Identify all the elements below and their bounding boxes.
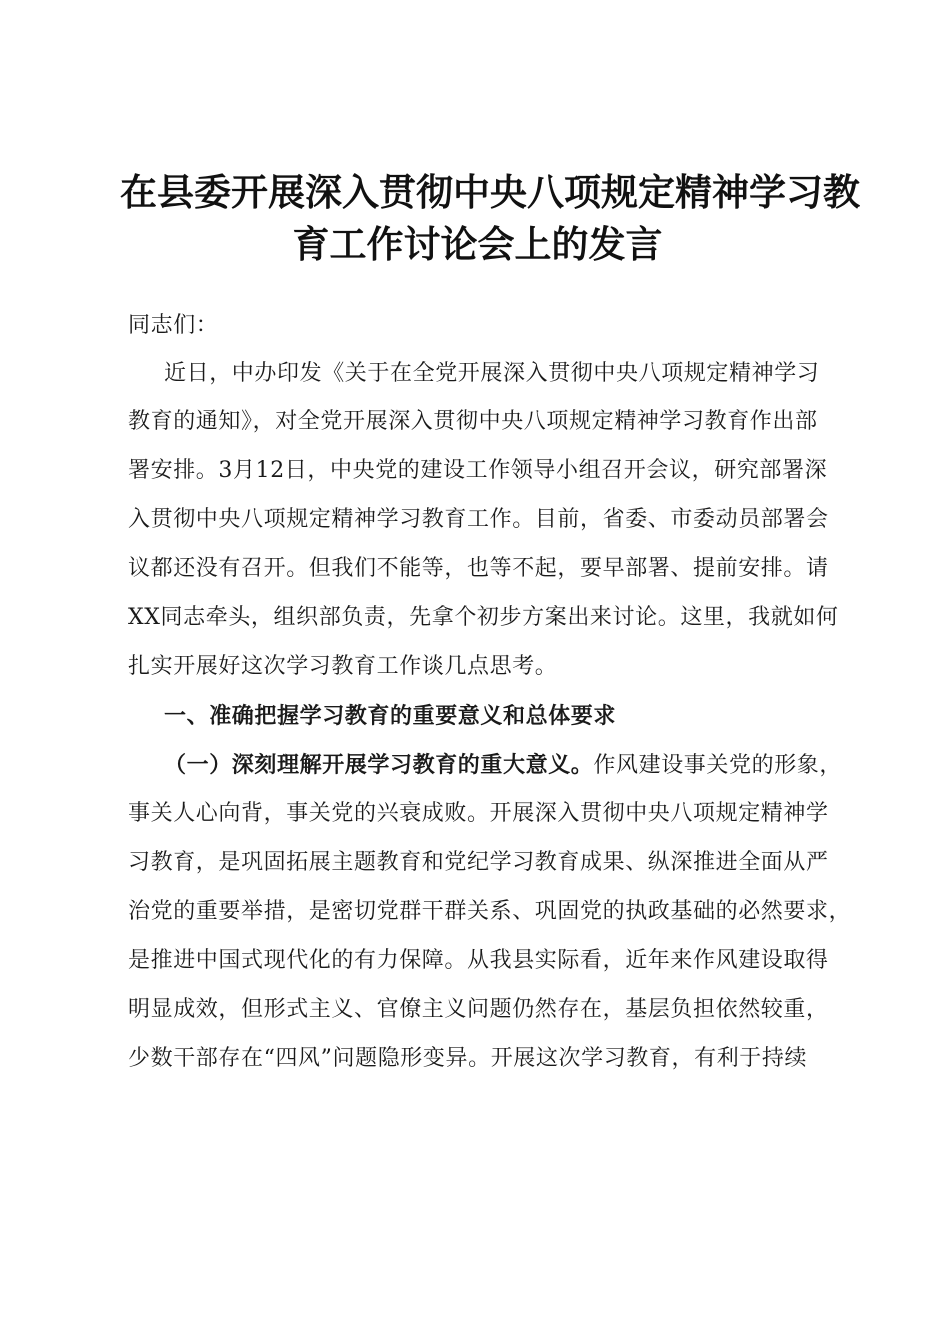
subsection-1-line-6: 明显成效，但形式主义、官僚主义问题仍然存在，基层负担依然较重， <box>128 997 829 1022</box>
subsection-1-line-1 <box>164 750 884 781</box>
title-line-1: 在县委开展深入贯彻中央八项规定精神学习教 <box>120 170 860 214</box>
paragraph-1-line-5: 议都还没有召开。但我们不能等，也等不起，要早部署、提前安排。请 <box>128 556 829 581</box>
paragraph-1-line-6: XX同志牵头，组织部负责，先拿个初步方案出来讨论。这里，我就如何 <box>128 605 839 630</box>
title-line-2: 育工作讨论会上的发言 <box>292 222 663 266</box>
section-1-heading: 一、准确把握学习教育的重要意义和总体要求 <box>164 703 617 729</box>
paragraph-1-line-1: 近日，中办印发《关于在全党开展深入贯彻中央八项规定精神学习 <box>164 361 820 386</box>
subsection-1-line-7: 少数干部存在“四风”问题隐形变异。开展这次学习教育，有利于持续 <box>128 1046 808 1071</box>
subsection-1-heading: （一）深刻理解开展学习教育的重大意义。 <box>164 752 594 778</box>
paragraph-1-line-2: 教育的通知》，对全党开展深入贯彻中央八项规定精神学习教育作出部 <box>128 409 818 434</box>
subsection-1-line-3: 习教育，是巩固拓展主题教育和党纪学习教育成果、纵深推进全面从严 <box>128 850 829 875</box>
paragraph-1-line-7: 扎实开展好这次学习教育工作谈几点思考。 <box>128 654 558 679</box>
document-title <box>120 166 860 270</box>
subsection-1-line-2: 事关人心向背，事关党的兴衰成败。开展深入贯彻中央八项规定精神学 <box>128 801 829 826</box>
subsection-1-line-5: 是推进中国式现代化的有力保障。从我县实际看，近年来作风建设取得 <box>128 948 829 973</box>
salutation: 同志们： <box>128 313 219 338</box>
subsection-1-line-4: 治党的重要举措，是密切党群干群关系、巩固党的执政基础的必然要求， <box>128 899 852 924</box>
paragraph-1-line-4: 入贯彻中央八项规定精神学习教育工作。目前，省委、市委动员部署会 <box>128 507 829 532</box>
subsection-1-first-line-text: 作风建设事关党的形象， <box>593 753 843 778</box>
paragraph-1-line-3: 署安排。3月12日，中央党的建设工作领导小组召开会议，研究部署深 <box>128 458 828 483</box>
